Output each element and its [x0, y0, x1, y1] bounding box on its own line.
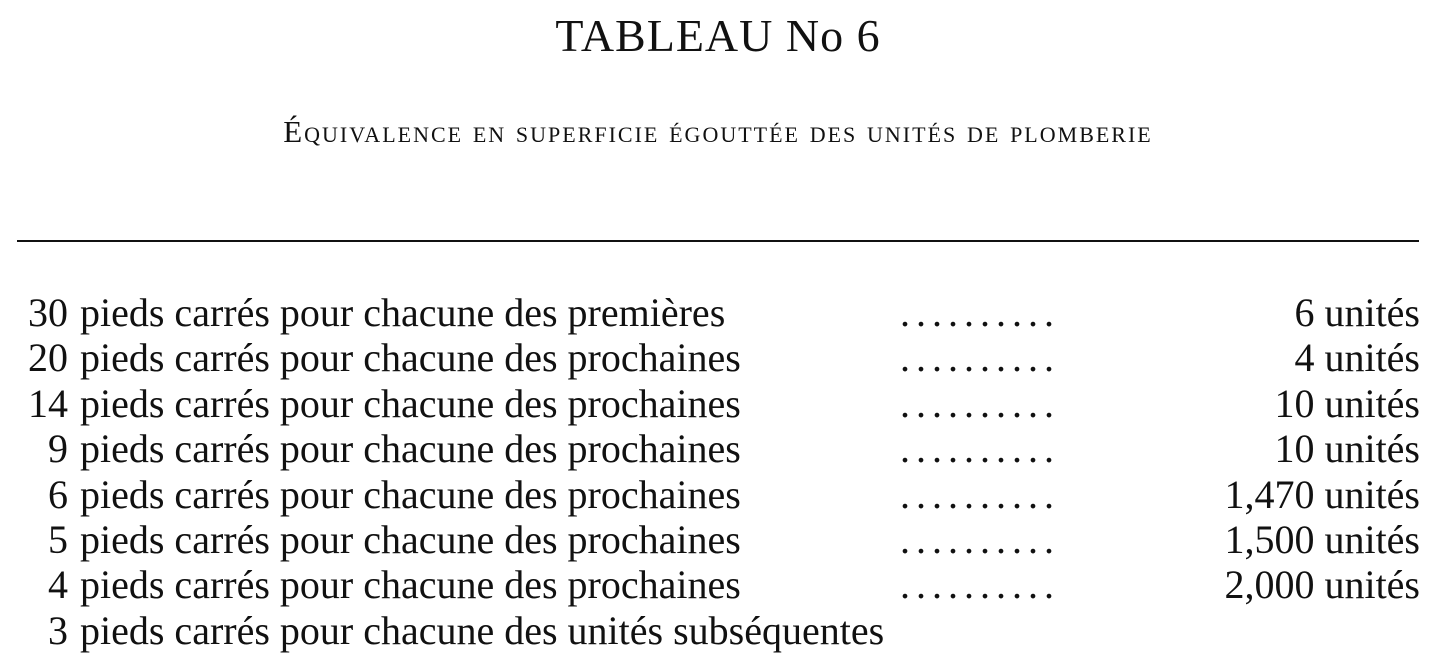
table-number: TABLEAU No 6 — [555, 10, 881, 61]
row-sqft: 30 — [28, 290, 68, 335]
table-row — [0, 335, 1436, 380]
row-units: 10 unités — [1274, 380, 1420, 426]
row-description: pieds carrés pour chacune des premières — [80, 290, 726, 335]
row-sqft: 4 — [48, 562, 68, 608]
row-sqft: 14 — [28, 380, 68, 426]
row-sqft: 20 — [28, 335, 68, 381]
row-units: 2,000 unités — [1224, 562, 1420, 608]
table-row — [0, 517, 1436, 562]
row-units: 1,500 unités — [1224, 516, 1420, 562]
row-sqft: 3 — [48, 607, 68, 653]
row-dot-leader: .......... — [900, 471, 1060, 517]
row-sqft: 9 — [48, 426, 68, 472]
table-row — [0, 426, 1436, 471]
table-row — [0, 381, 1436, 426]
row-dot-leader: .......... — [900, 516, 1060, 562]
row-dot-leader: .......... — [900, 335, 1060, 381]
row-description: pieds carrés pour chacune des prochaines — [80, 471, 741, 517]
horizontal-rule — [17, 240, 1419, 242]
row-units: 6 unités — [1294, 290, 1420, 335]
table-row — [0, 290, 1436, 335]
table-row — [0, 562, 1436, 607]
row-description: pieds carrés pour chacune des prochaines — [80, 335, 741, 381]
row-dot-leader: .......... — [900, 380, 1060, 426]
row-sqft: 6 — [48, 471, 68, 517]
row-description: pieds carrés pour chacune des prochaines — [80, 380, 741, 426]
row-dot-leader: .......... — [900, 562, 1060, 608]
row-description: pieds carrés pour chacune des unités subséquentes — [80, 607, 885, 653]
row-units: 10 unités — [1274, 426, 1420, 472]
table-title: Équivalence en superficie égouttée des unités de plomberie — [283, 114, 1153, 149]
row-units: 1,470 unités — [1224, 471, 1420, 517]
row-description: pieds carrés pour chacune des prochaines — [80, 426, 741, 472]
row-description: pieds carrés pour chacune des prochaines — [80, 516, 741, 562]
row-units: 4 unités — [1294, 335, 1420, 381]
equivalence-table — [0, 290, 1436, 653]
table-row — [0, 472, 1436, 517]
table-row — [0, 608, 1436, 653]
row-dot-leader: .......... — [900, 426, 1060, 472]
row-dot-leader: .......... — [900, 290, 1060, 335]
row-description: pieds carrés pour chacune des prochaines — [80, 562, 741, 608]
row-sqft: 5 — [48, 516, 68, 562]
